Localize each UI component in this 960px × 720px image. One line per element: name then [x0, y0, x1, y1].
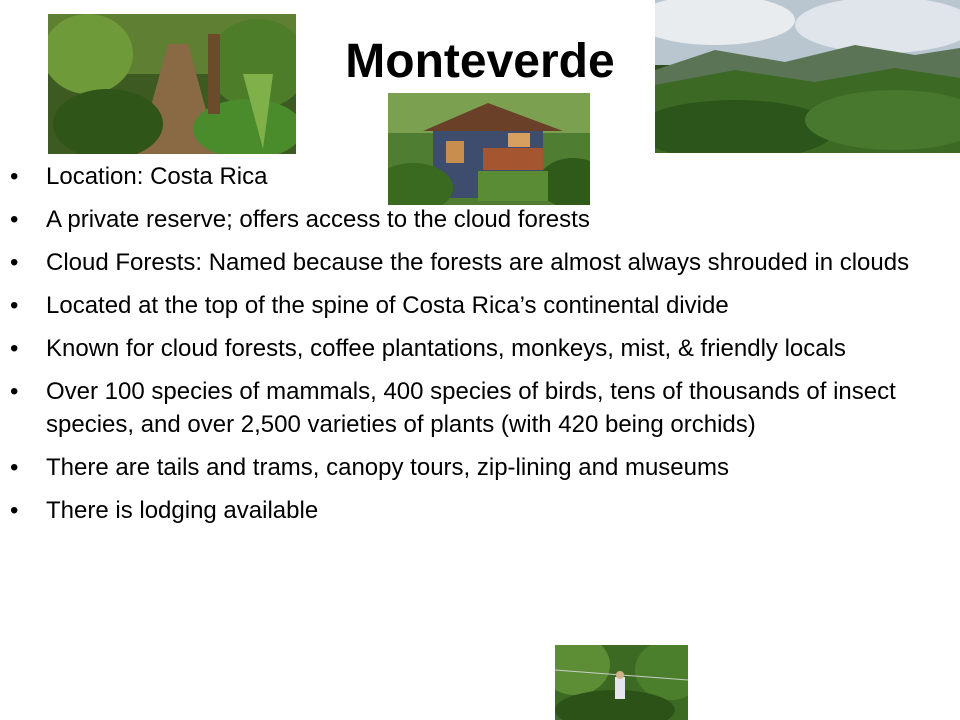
bullet-item: • There is lodging available	[10, 494, 940, 527]
bullet-list	[10, 160, 940, 537]
bullet-item: • Cloud Forests: Named because the forests are almost always shrouded in clouds	[10, 246, 940, 279]
bullet-item: • Known for cloud forests, coffee plantations, monkeys, mist, & friendly locals	[10, 332, 940, 365]
zip-line-canopy-photo	[555, 645, 688, 720]
bullet-item: • A private reserve; offers access to the cloud forests	[10, 203, 940, 236]
bullet-item: • Location: Costa Rica	[10, 160, 940, 193]
bullet-item: • Over 100 species of mammals, 400 species of birds, tens of thousands of insect species, and over 2,500 varieties of plants (with 420 being orchids)	[10, 375, 940, 441]
bullet-item: • There are tails and trams, canopy tours, zip-lining and museums	[10, 451, 940, 484]
bullet-item: • Located at the top of the spine of Costa Rica’s continental divide	[10, 289, 940, 322]
slide-title: Monteverde	[345, 35, 615, 88]
